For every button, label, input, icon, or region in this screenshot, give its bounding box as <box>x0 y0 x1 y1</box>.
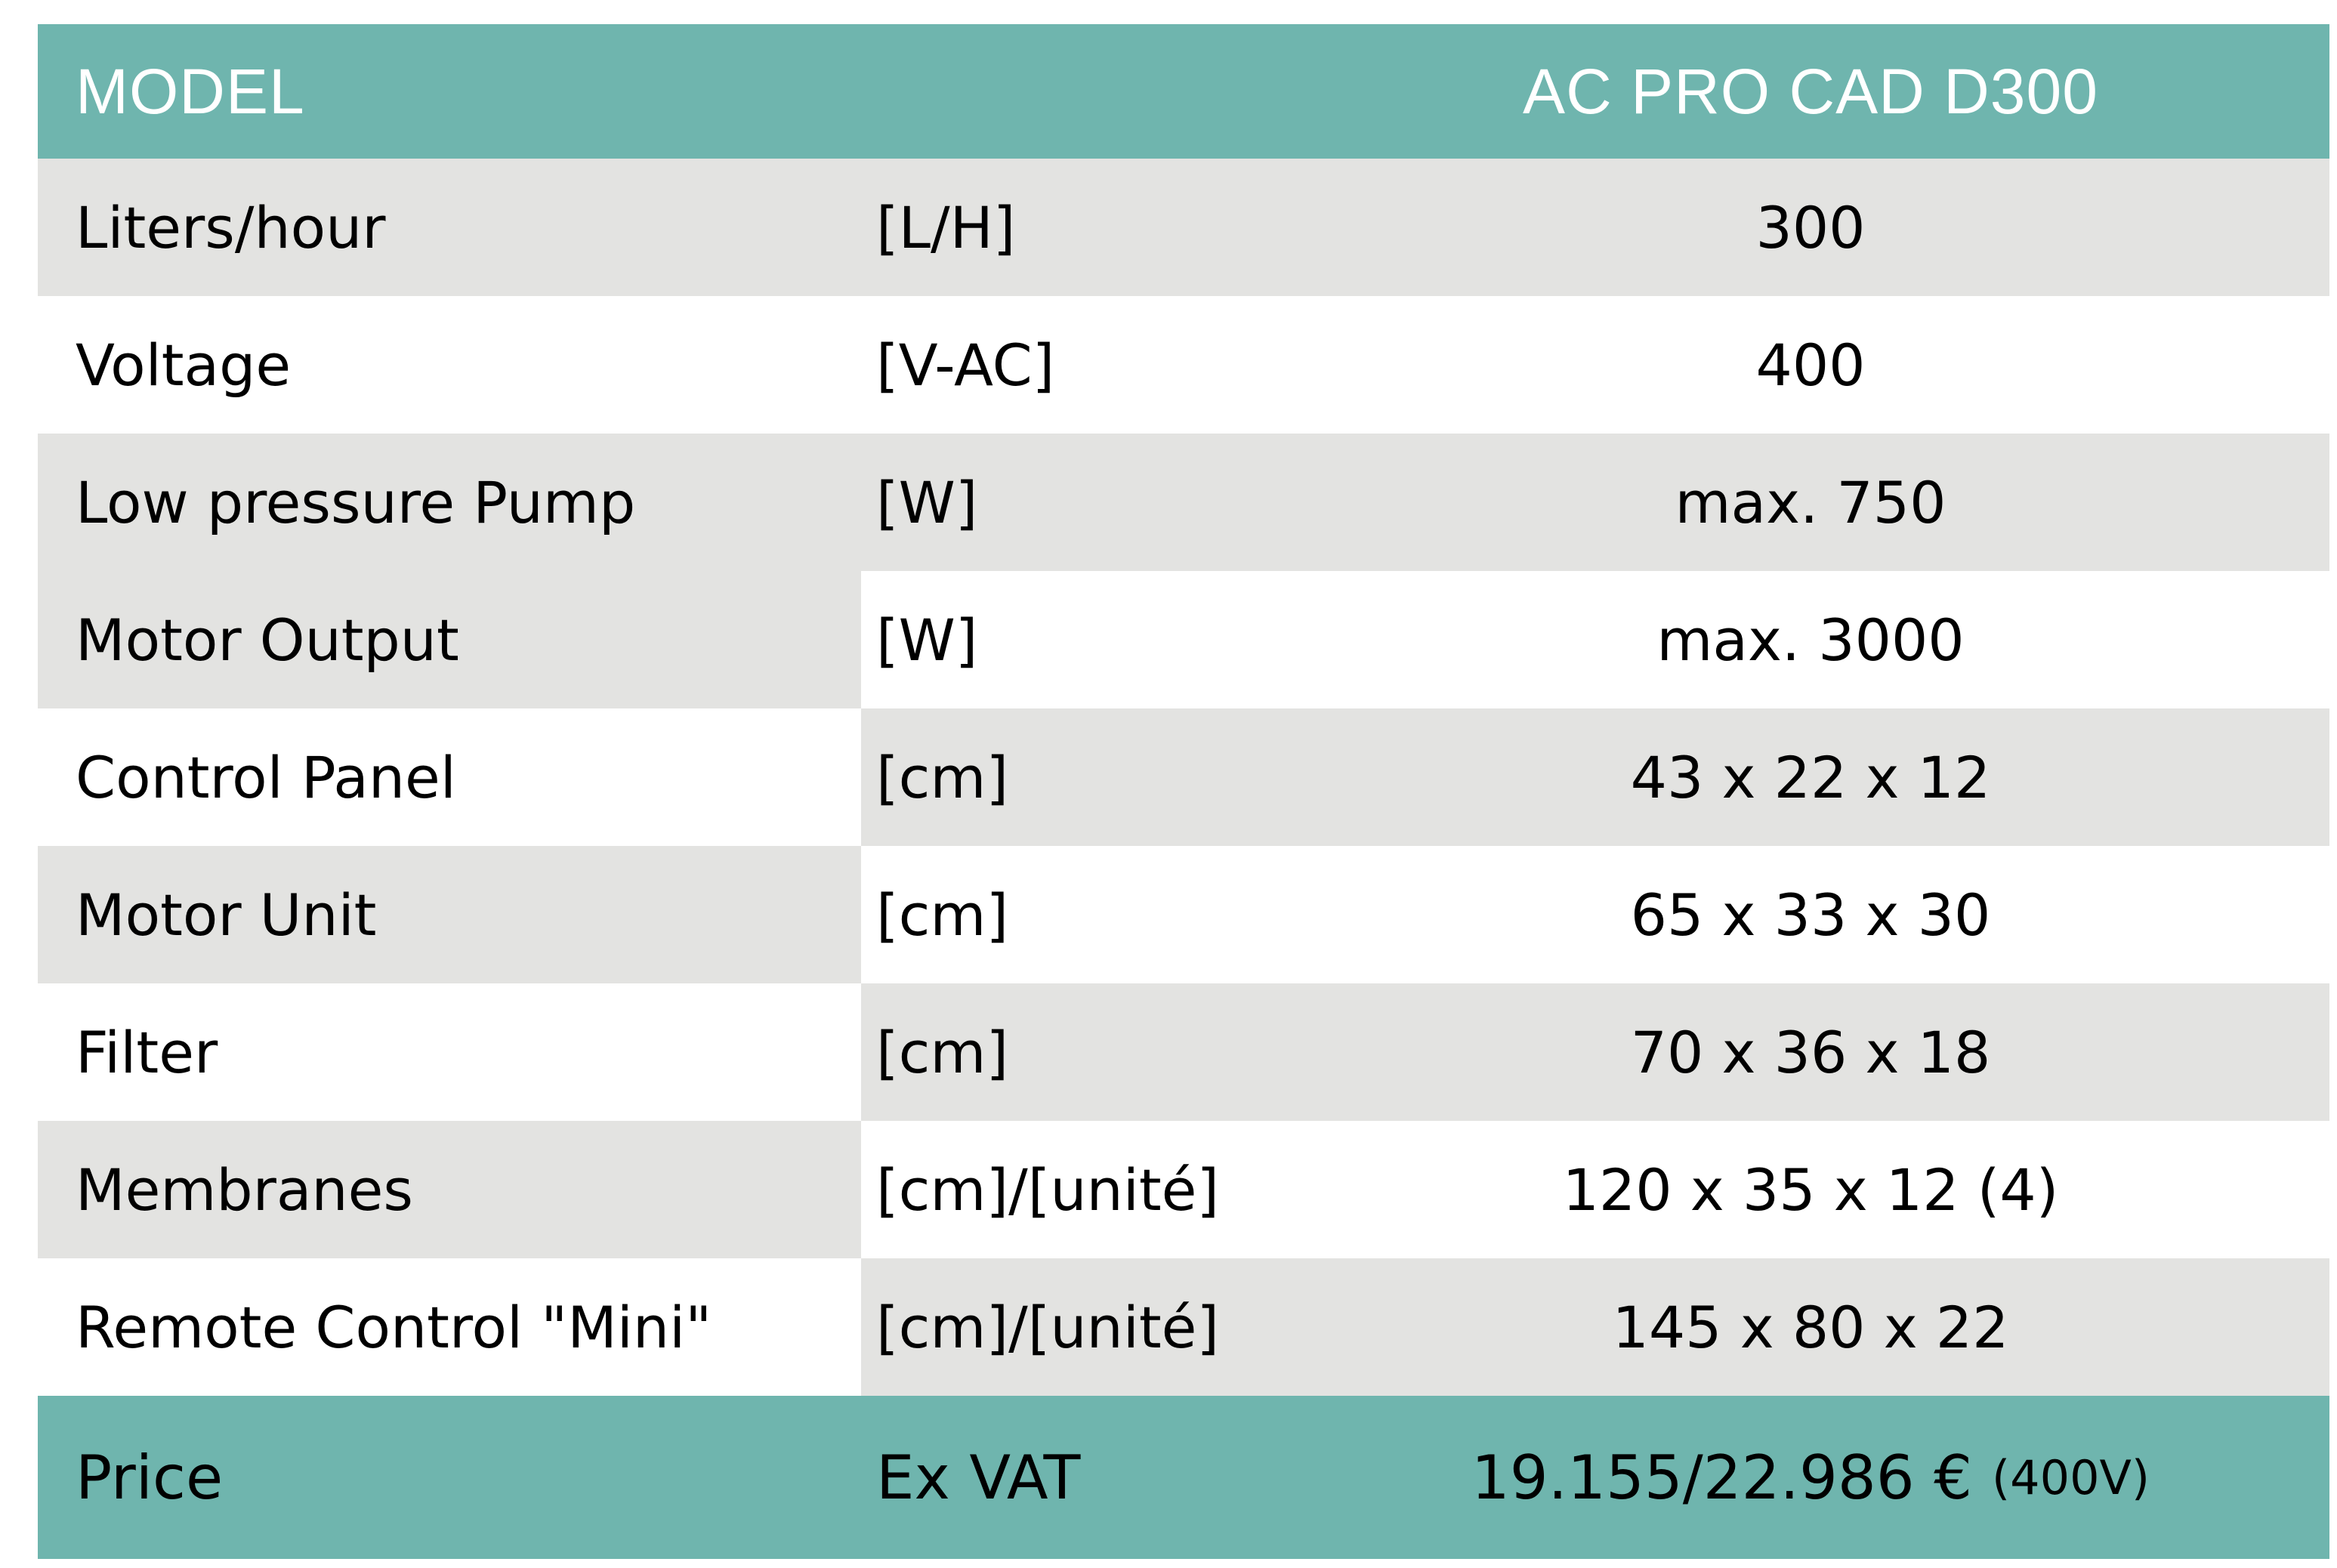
header-unit-label <box>861 24 1329 159</box>
table-row <box>38 434 2329 571</box>
price-value: 19.155/22.986 € <box>1471 1442 1972 1513</box>
table-row <box>38 159 2329 296</box>
table-header-row <box>38 24 2329 159</box>
row-label: Motor Output <box>38 571 861 708</box>
table-row <box>38 296 2329 434</box>
row-unit: [W] <box>861 434 1329 571</box>
row-unit: [cm]/[unité] <box>861 1121 1329 1258</box>
table-row <box>38 708 2329 846</box>
table-row <box>38 983 2329 1121</box>
row-label: Remote Control "Mini" <box>38 1258 861 1396</box>
row-label: Low pressure Pump <box>38 434 861 571</box>
price-unit: Ex VAT <box>861 1396 1329 1559</box>
price-voltage-note: (400V) <box>1991 1449 2150 1505</box>
price-value-cell <box>1329 1396 2329 1559</box>
row-unit: [W] <box>861 571 1329 708</box>
row-unit: [cm] <box>861 983 1329 1121</box>
row-value: 65 x 33 x 30 <box>1329 846 2329 983</box>
table-row <box>38 571 2329 708</box>
row-unit: [V-AC] <box>861 296 1329 434</box>
header-model-label: MODEL <box>38 24 861 159</box>
row-value: 120 x 35 x 12 (4) <box>1329 1121 2329 1258</box>
table-row <box>38 1121 2329 1258</box>
row-label: Filter <box>38 983 861 1121</box>
header-model-name: AC PRO CAD D300 <box>1329 24 2329 159</box>
price-row <box>38 1396 2329 1559</box>
row-label: Motor Unit <box>38 846 861 983</box>
row-unit: [cm]/[unité] <box>861 1258 1329 1396</box>
row-value: 70 x 36 x 18 <box>1329 983 2329 1121</box>
row-unit: [cm] <box>861 708 1329 846</box>
row-value: max. 3000 <box>1329 571 2329 708</box>
price-label: Price <box>38 1396 861 1559</box>
row-label: Membranes <box>38 1121 861 1258</box>
row-label: Control Panel <box>38 708 861 846</box>
row-value: 400 <box>1329 296 2329 434</box>
row-label: Voltage <box>38 296 861 434</box>
row-value: 300 <box>1329 159 2329 296</box>
row-value: 43 x 22 x 12 <box>1329 708 2329 846</box>
spec-table <box>38 24 2329 1559</box>
table-row <box>38 846 2329 983</box>
row-label: Liters/hour <box>38 159 861 296</box>
row-unit: [L/H] <box>861 159 1329 296</box>
row-value: 145 x 80 x 22 <box>1329 1258 2329 1396</box>
table-row <box>38 1258 2329 1396</box>
row-unit: [cm] <box>861 846 1329 983</box>
row-value: max. 750 <box>1329 434 2329 571</box>
